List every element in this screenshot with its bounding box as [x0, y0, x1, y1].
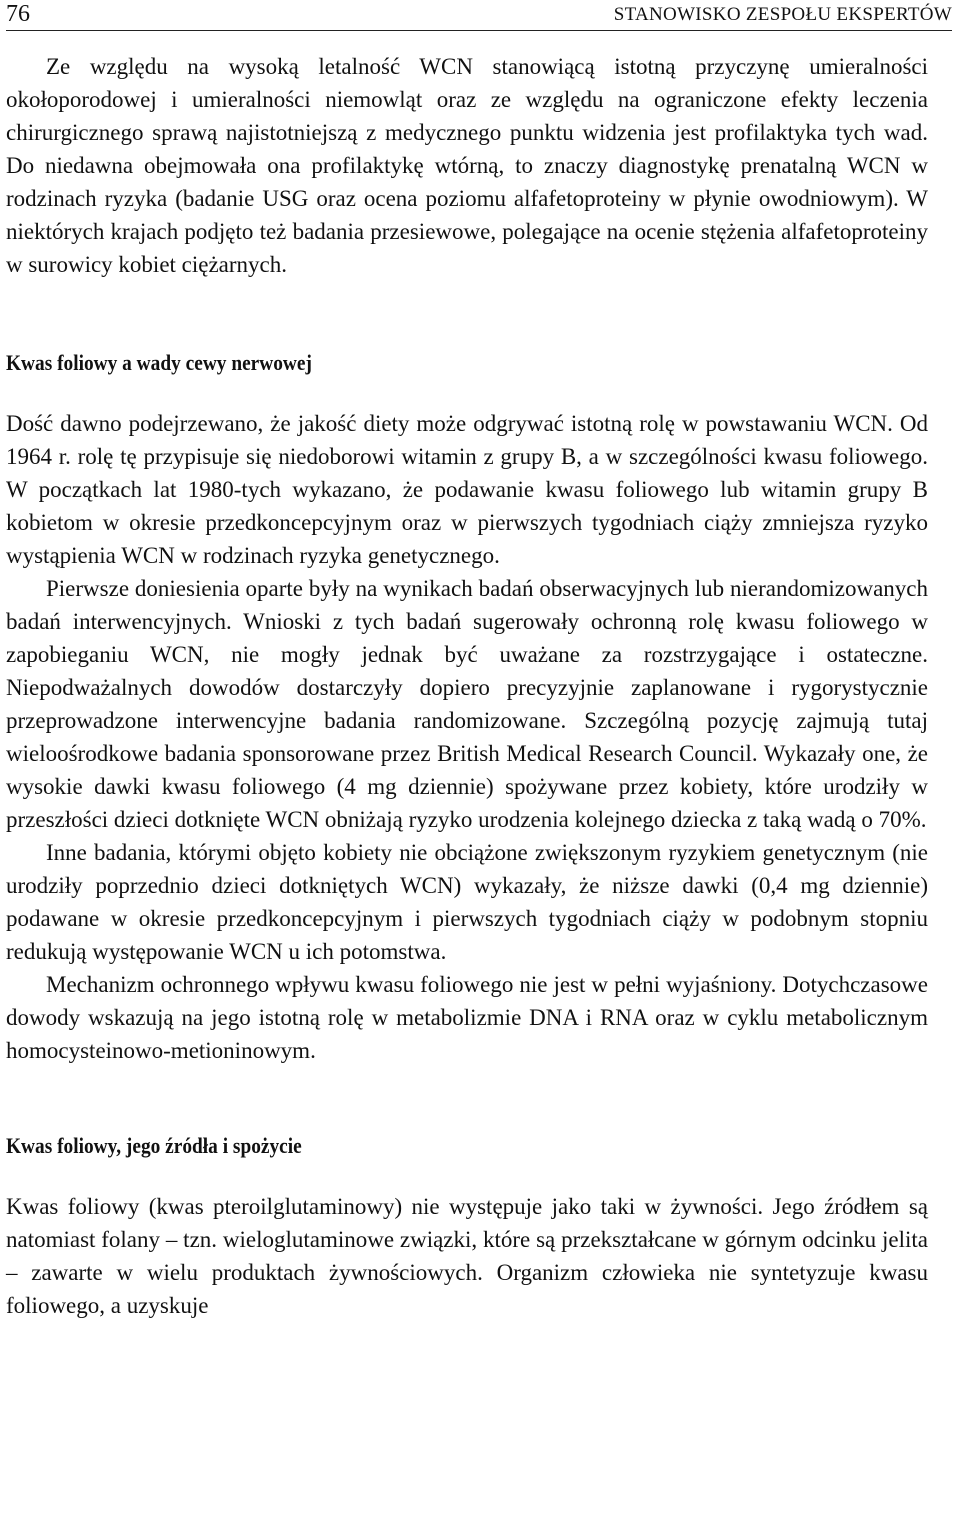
paragraph-diet-quality: Dość dawno podejrzewano, że jakość diety może odgrywać istotną rolę w powstawaniu WCN. Od 1964 r. rolę tę przypisuje się niedoborowi witamin z grupy B, a w szczególności kwasu foliowego. W początkach lat 1980-tych wykazano, że podawanie kwasu foliowego lub witamin grupy B kobietom w okresie przedkoncepcyjnym oraz w pierwszych tygodniach ciąży zmniejsza ryzyko wystąpienia WCN w rodzinach ryzyka genetycznego.	[6, 411, 928, 568]
paragraph-first-reports: Pierwsze doniesienia oparte były na wynikach badań obserwacyjnych lub nierandomizowanych badań interwencyjnych. Wnioski z tych badań sugerowały ochronną rolę kwasu foliowego w zapobieganiu WCN, nie mogły jednak być uważane za rozstrzygające i ostateczne. Niepodważalnych dowodów dostarczyły dopiero precyzyjnie zaplanowane i rygorystycznie przeprowadzone interwencyjne badania randomizowane. Szczególną pozycję zajmują tutaj wieloośrodkowe badania sponsorowane przez British Medical Research Council. Wykazały one, że wysokie dawki kwasu foliowego (4 mg dziennie) spożywane przez kobiety, które urodziły w przeszłości dzieci dotknięte WCN obniżają ryzyko urodzenia kolejnego dziecka z taką wadą o 70%.	[6, 576, 928, 832]
paragraph-sources: Kwas foliowy (kwas pteroilglutaminowy) nie występuje jako taki w żywności. Jego źródłem są natomiast folany – tzn. wieloglutaminowe związki, które są przekształcane w górnym odcinku jelita – zawarte w wielu produktach żywnościowych. Organizm człowieka nie syntetyzuje kwasu foliowego, a uzyskuje	[6, 1194, 928, 1318]
page-number: 76	[6, 1, 30, 27]
page-content	[6, 50, 928, 1322]
paragraph-mechanism: Mechanizm ochronnego wpływu kwasu foliowego nie jest w pełni wyjaśniony. Dotychczasowe dowody wskazują na jego istotną rolę w metabolizmie DNA i RNA oraz w cyklu metabolicznym homocysteinowo-metioninowym.	[6, 972, 928, 1063]
section-heading-folic-acid-ntd: Kwas foliowy a wady cewy nerwowej	[6, 350, 312, 375]
running-title: STANOWISKO ZESPOŁU EKSPERTÓW	[613, 4, 952, 25]
page-header	[6, 0, 952, 31]
section-heading-folic-acid-sources: Kwas foliowy, jego źródła i spożycie	[6, 1133, 302, 1158]
paragraph-intro: Ze względu na wysoką letalność WCN stanowiącą istotną przyczynę umieralności okołoporodowej i umieralności niemowląt oraz ze względu na ograniczone efekty leczenia chirurgicznego sprawą najistotniejszą z medycznego punktu widzenia jest profilaktyka tych wad. Do niedawna obejmowała ona profilaktykę wtórną, to znaczy diagnostykę prenatalną WCN w rodzinach ryzyka (badanie USG oraz ocena poziomu alfafetoproteiny w płynie owodniowym). W niektórych krajach podjęto też badania przesiewowe, polegające na ocenie stężenia alfafetoproteiny w surowicy kobiet ciężarnych.	[6, 54, 928, 277]
paragraph-other-studies: Inne badania, którymi objęto kobiety nie obciążone zwiększonym ryzykiem genetycznym (nie urodziły poprzednio dzieci dotkniętych WCN) wykazały, że niższe dawki (0,4 mg dziennie) podawane w okresie przedkoncepcyjnym i pierwszych tygodniach ciąży w podobnym stopniu redukują występowanie WCN u ich potomstwa.	[6, 840, 928, 964]
